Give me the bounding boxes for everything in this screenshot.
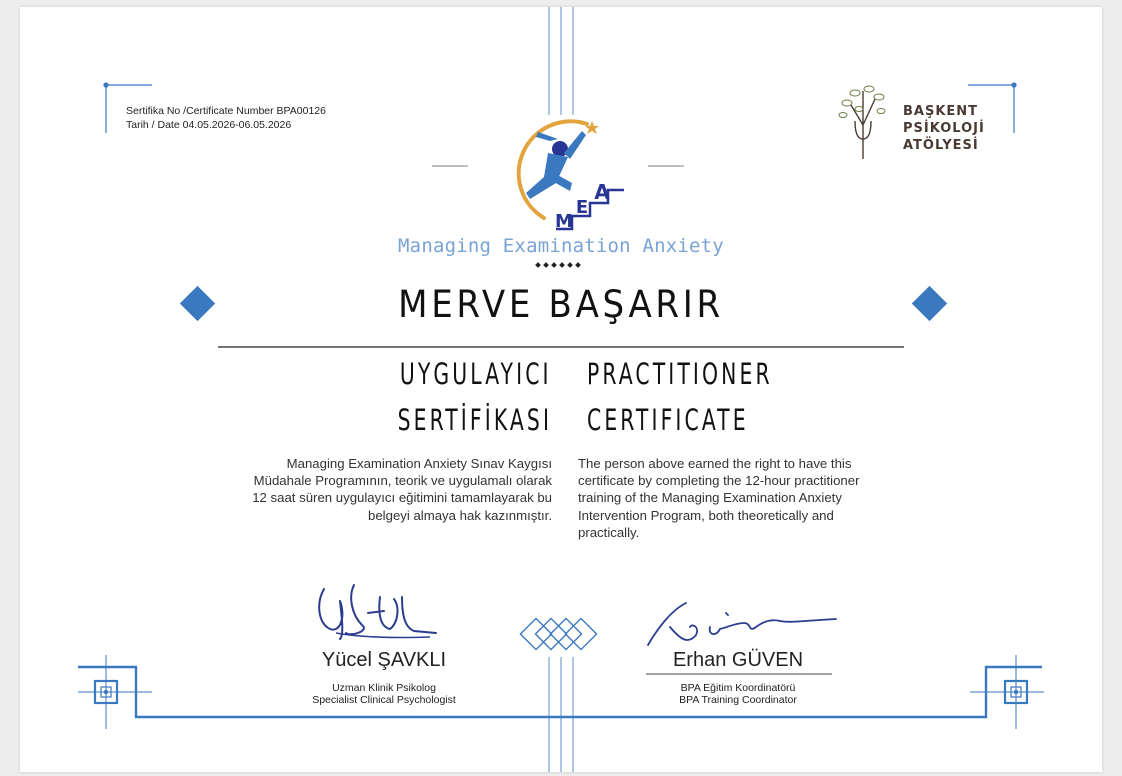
signatory-right-title xyxy=(608,683,868,706)
signature-left xyxy=(310,577,440,643)
bottom-frame xyxy=(78,667,1042,717)
logo-letter-m: M xyxy=(555,211,573,232)
certificate xyxy=(20,7,1102,772)
title-tr-line2: SERTİFİKASI xyxy=(397,403,552,437)
body-text-en: The person above earned the right to have this certificate by completing the 12-hour practitioner training of the Managing Examination Anxiety Intervention Program, both theoretically and practically. xyxy=(578,456,860,540)
title-tr-line1: UYGULAYICI xyxy=(400,357,552,391)
title-en-line2: CERTIFICATE xyxy=(587,403,749,437)
recipient-name: MERVE BAŞARIR xyxy=(398,283,724,326)
signatory-left-title-tr: Uzman Klinik Psikolog xyxy=(332,682,436,694)
organization-name-line1: BAŞKENT xyxy=(903,104,979,119)
organization-name xyxy=(903,103,985,154)
organization-name-line2: PSİKOLOJİ xyxy=(903,121,985,136)
signatory-right-name: Erhan GÜVEN xyxy=(672,649,804,671)
signatory-left-name: Yücel ŞAVKLI xyxy=(321,649,447,671)
certificate-date: Tarih / Date 04.05.2026-06.05.2026 xyxy=(126,119,292,131)
tree-logo-icon xyxy=(835,81,893,161)
signatory-left-title-en: Specialist Clinical Psychologist xyxy=(312,693,456,706)
certificate-number: Sertifika No /Certificate Number BPA00126 xyxy=(126,105,326,117)
organization-name-line3: ATÖLYESİ xyxy=(903,138,979,153)
mea-logo xyxy=(498,113,628,233)
program-tagline: Managing Examination Anxiety xyxy=(398,235,724,257)
tagline-dots xyxy=(535,262,581,268)
signature-right xyxy=(640,597,840,649)
signatory-right-title-en: BPA Training Coordinator xyxy=(679,693,797,706)
logo-letter-e: E xyxy=(575,197,589,218)
center-lattice xyxy=(520,618,596,649)
signatory-left-title xyxy=(254,683,514,706)
title-en-line1: PRACTITIONER xyxy=(587,357,773,391)
signatory-right-title-tr: BPA Eğitim Koordinatörü xyxy=(680,682,796,694)
body-text-tr: Managing Examination Anxiety Sınav Kaygısı Müdahale Programının, teorik ve uygulamalı olarak 12 saat süren uygulayıcı eğitimini tamamlayarak bu belgeyi almaya hak kazınmıştır. xyxy=(252,456,552,523)
logo-letter-a: A xyxy=(594,180,610,204)
